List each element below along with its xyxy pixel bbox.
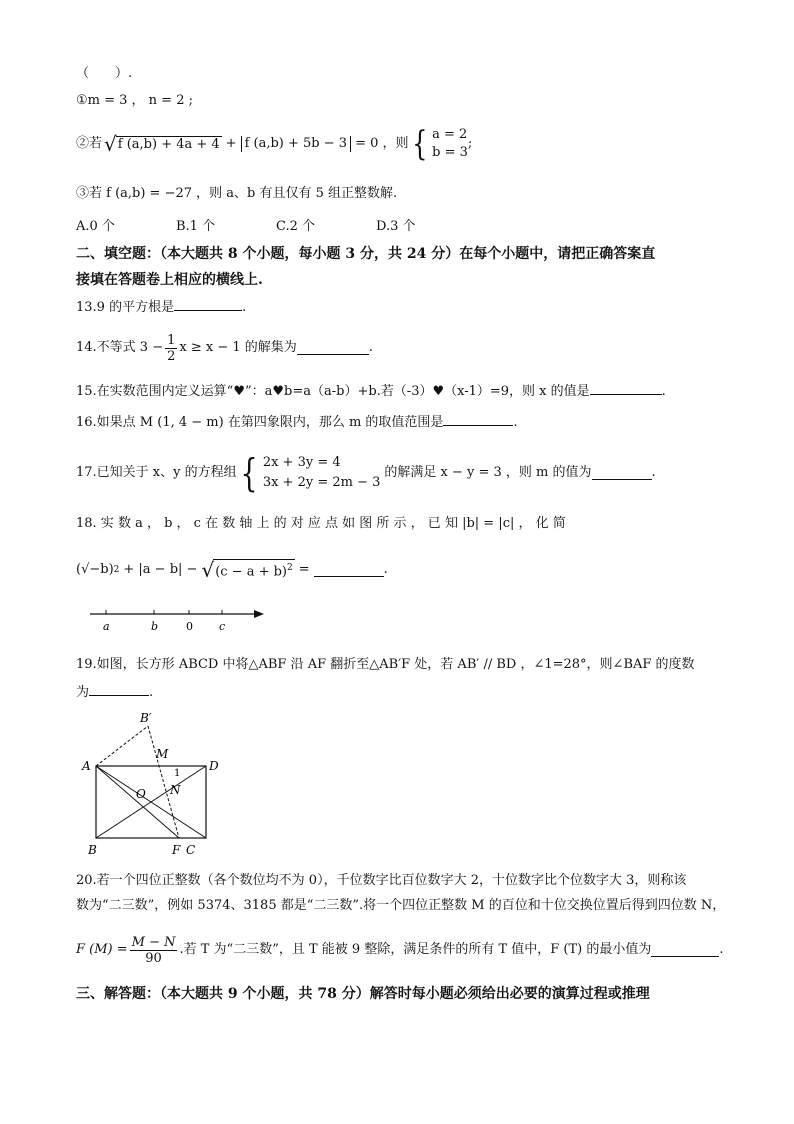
q12-s2-plus: +	[225, 136, 237, 151]
q18-term1-exp: 2	[113, 565, 120, 575]
q20-fraction	[130, 935, 178, 966]
q13-text: 13.9 的平方根是	[76, 300, 175, 315]
q18-term3: $(c - a + b)^2$	[213, 559, 295, 580]
q20-denominator: 90	[145, 950, 162, 966]
q17-prefix: 17.已知关于 x、y 的方程组	[76, 465, 237, 480]
q12-option-d: D.3 个	[376, 219, 416, 234]
q17-row2: 3x + 2y = 2m − 3	[262, 475, 381, 490]
label-a: a	[103, 620, 110, 633]
q18-expression: (√−b) 2 + |a − b| − √ $(c - a + b)^2$ = .	[76, 558, 388, 582]
q17-row1: 2x + 3y = 4	[262, 455, 341, 470]
q12-s2-abs: f (a,b) + 5b − 3	[241, 136, 351, 152]
q20-line3: F (M) = $\frac{M - N}{90}$ .若 T 为“二三数”，且 T 能被 9 整除，满足条件的所有 T 值中，F (T) 的最小值为 .	[76, 934, 724, 966]
question-13: 13.9 的平方根是 .	[76, 300, 247, 315]
segment-ab-prime	[96, 726, 148, 766]
q14-numerator: 1	[167, 332, 176, 348]
q12-s2-row2: b = 3	[432, 145, 468, 160]
arrow-icon	[254, 610, 264, 618]
answer-blank	[592, 467, 652, 480]
q12-option-b: B.1 个	[176, 219, 216, 234]
question-15: 15.在实数范围内定义运算“♥”：a♥b=a（a-b）+b.若（-3）♥（x-1）=9，则 x 的值是 .	[76, 384, 666, 399]
answer-blank	[174, 298, 242, 311]
question-14: 14.不等式 3 − $\frac{1}{2}$ x ≥ x − 1 的解集为 .	[76, 332, 373, 364]
q19-line1: 19.如图，长方形 ABCD 中将△ABF 沿 AF 翻折至△AB′F 处，若 AB′ // BD ，∠1=28°，则∠BAF 的度数	[76, 657, 695, 672]
section-2-heading-line2: 接填在答题卷上相应的横线上.	[76, 272, 263, 288]
q12-statement-3: ③若 f (a,b) = −27 ，则 a、b 有且仅有 5 组正整数解.	[76, 186, 398, 201]
q18-equals: =	[298, 562, 310, 577]
q12-s2-eq: = 0 ，则	[355, 136, 409, 151]
label-b: B	[88, 843, 97, 857]
label-a: A	[82, 759, 91, 773]
label-angle-1: 1	[174, 768, 181, 779]
segment-b-prime-f	[148, 726, 179, 838]
q18-line1: 18. 实 数 a ， b ， c 在 数 轴 上 的 对 应 点 如 图 所 示 ， 已 知 |b| = |c| ， 化 简	[76, 516, 566, 531]
segment-af	[96, 766, 179, 838]
answer-blank	[590, 382, 662, 395]
q12-statement-1: ①m = 3 ， n = 2 ;	[76, 93, 193, 108]
q12-option-c: C.2 个	[276, 219, 316, 234]
brace-icon: {	[411, 124, 427, 164]
label-m: M	[156, 747, 169, 761]
question-16: 16.如果点 M (1, 4 − m) 在第四象限内，那么 m 的取值范围是 .	[76, 415, 518, 430]
q15-text: 15.在实数范围内定义运算“♥”：a♥b=a（a-b）+b.若（-3）♥（x-1）=9，则 x 的值是	[76, 384, 590, 399]
q20-numerator: M − N	[131, 934, 176, 950]
answer-blank	[443, 413, 513, 426]
answer-blank	[297, 342, 369, 355]
brace-icon: {	[240, 451, 258, 495]
label-d: D	[209, 759, 219, 773]
question-17: 17.已知关于 x、y 的方程组 { 2x + 3y = 4 3x + 2y = 2m − 3 的解满足 x − y = 3 ，则 m 的值为 .	[76, 451, 656, 495]
q20-suffix: .若 T 为“二三数”，且 T 能被 9 整除，满足条件的所有 T 值中，F (T) 的最小值为	[179, 942, 652, 957]
q18-term2: + |a − b| −	[123, 562, 198, 577]
sqrt-icon: √	[201, 558, 215, 582]
q20-f-prefix: F (M) =	[76, 942, 128, 957]
label-b: b	[151, 620, 159, 633]
q12-options	[76, 219, 476, 235]
answer-blank	[89, 683, 149, 696]
q12-statement-2	[76, 124, 472, 164]
q19-line2: 为 .	[76, 685, 154, 700]
q18-term3-exp: 2	[287, 563, 293, 574]
label-f: F	[172, 843, 181, 857]
q20-line1: 20.若一个四位正整数（各个数位均不为 0），千位数字比百位数字大 2，十位数字比个位数字大 3，则称该	[76, 873, 687, 888]
q14-fraction	[165, 333, 177, 364]
q14-prefix: 14.不等式 3 −	[76, 340, 164, 355]
q14-suffix: x ≥ x − 1 的解集为	[179, 340, 297, 355]
q12-s2-row1: a = 2	[432, 127, 468, 142]
section-3-heading: 三、解答题：（本大题共 9 个小题，共 78 分）解答时每小题必须给出必要的演算过程或推理	[76, 986, 650, 1002]
number-line-figure	[88, 604, 268, 634]
sqrt-icon: √	[104, 132, 117, 156]
answer-blank	[314, 564, 384, 577]
q12-s2-system	[409, 126, 468, 162]
rectangle-fold-figure	[78, 708, 228, 860]
q18-term1: (√−b)	[76, 562, 114, 577]
q17-system	[237, 453, 381, 493]
label-n: N	[170, 783, 181, 797]
label-c: c	[219, 620, 226, 633]
q16-text: 16.如果点 M (1, 4 − m) 在第四象限内，那么 m 的取值范围是	[76, 415, 444, 430]
q12-paren: （ ）.	[76, 66, 133, 81]
label-o: O	[136, 787, 146, 801]
label-0: 0	[186, 620, 193, 633]
answer-blank	[651, 944, 719, 957]
section-2-heading-line1: 二、填空题：（本大题共 8 个小题，每小题 3 分，共 24 分）在每个小题中，请把正确答案直	[76, 246, 656, 262]
q12-s2-end: ;	[467, 136, 473, 151]
q12-option-a: A.0 个	[76, 219, 115, 234]
q17-suffix: 的解满足 x − y = 3 ，则 m 的值为	[384, 465, 592, 480]
q12-s2-prefix: ②若	[76, 136, 103, 151]
q12-s2-radicand: f (a,b) + 4a + 4	[117, 136, 220, 152]
q14-denominator: 2	[167, 348, 176, 364]
label-c: C	[186, 843, 196, 857]
label-b-prime: B′	[140, 711, 152, 725]
q20-line2: 数为“二三数”，例如 5374、3185 都是“二三数”.将一个四位正整数 M 的百位和十位交换位置后得到四位数 N，	[76, 898, 726, 913]
